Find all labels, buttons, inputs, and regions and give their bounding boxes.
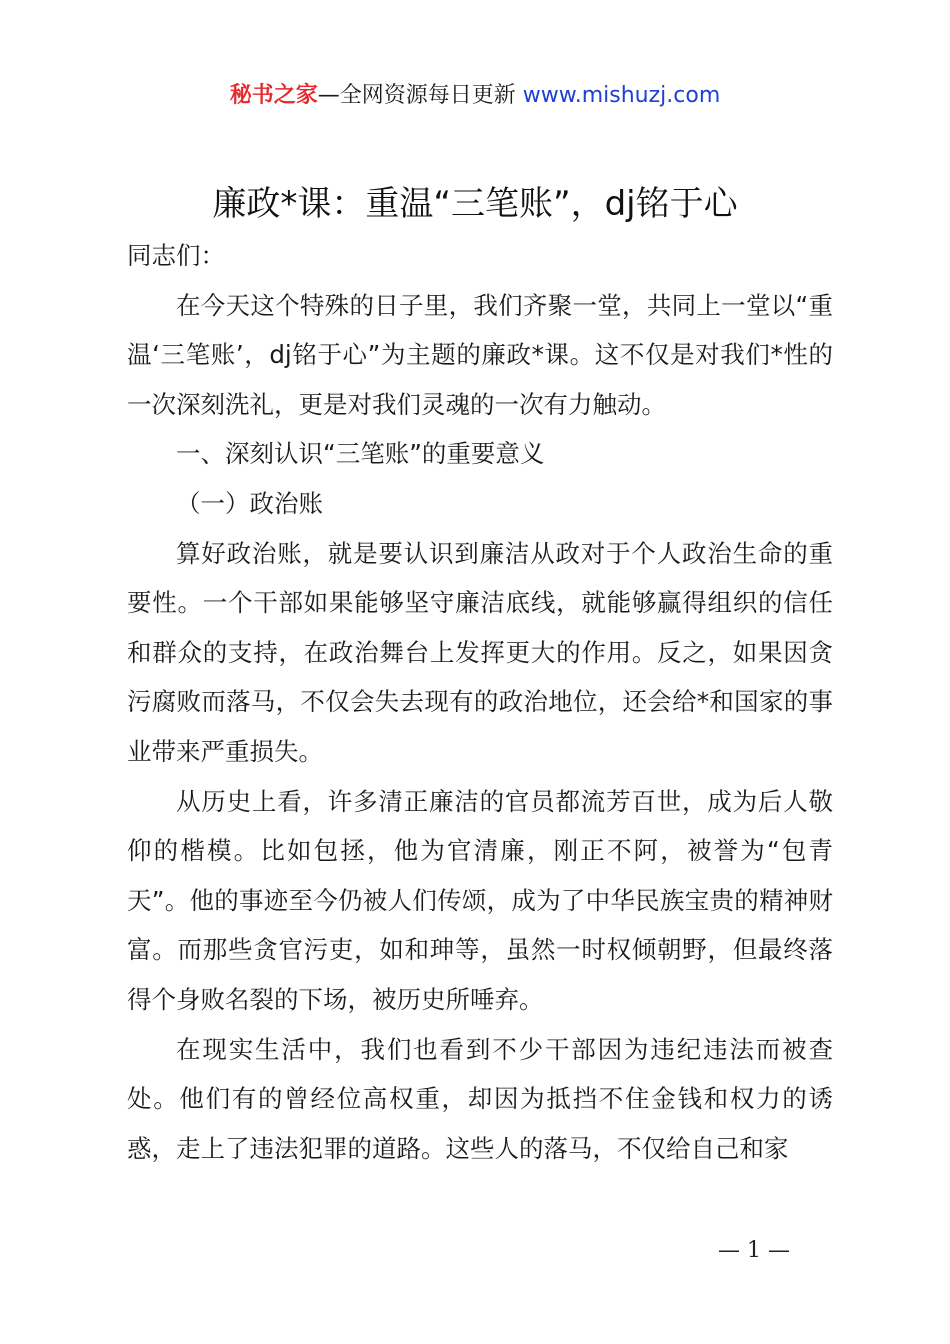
paragraph: 算好政治账，就是要认识到廉洁从政对于个人政治生命的重要性。一个干部如果能够坚守廉洁底线，就能够赢得组织的信任和群众的支持，在政治舞台上发挥更大的作用。反之，如果因贪污腐败而落马，不仅会失去现有的政治地位，还会给*和国家的事业带来严重损失。 <box>127 538 833 766</box>
document-title: 廉政*课：重温“三笔账”，dj铭于心 <box>212 184 738 224</box>
paragraph: 在今天这个特殊的日子里，我们齐聚一堂，共同上一堂以“重温‘三笔账’，dj铭于心”为主题的廉政*课。这不仅是对我们*性的一次深刻洗礼，更是对我们灵魂的一次有力触动。 <box>127 290 833 419</box>
paragraph: 在现实生活中，我们也看到不少干部因为违纪违法而被查处。他们有的曾经位高权重，却因为抵挡不住金钱和权力的诱惑，走上了违法犯罪的道路。这些人的落马，不仅给自己和家 <box>127 1034 833 1163</box>
site-tagline: —全网资源每日更新 <box>317 83 516 108</box>
site-brand: 秘书之家 <box>229 83 318 108</box>
paragraph: 从历史上看，许多清正廉洁的官员都流芳百世，成为后人敬仰的楷模。比如包拯，他为官清廉，刚正不阿，被誉为“包青天”。他的事迹至今仍被人们传颂，成为了中华民族宝贵的精神财富。而那些贪官污吏，如和珅等，虽然一时权倾朝野，但最终落得个身败名裂的下场，被历史所唾弃。 <box>127 786 833 1014</box>
document-body <box>127 231 833 1173</box>
page-number: — 1 — <box>718 1238 790 1263</box>
section-heading: 一、深刻认识“三笔账”的重要意义 <box>176 439 545 469</box>
site-url-link[interactable]: www.mishuzj.com <box>522 83 721 108</box>
subsection-heading: （一）政治账 <box>176 488 323 518</box>
salutation: 同志们： <box>127 241 225 270</box>
site-banner <box>0 80 950 112</box>
